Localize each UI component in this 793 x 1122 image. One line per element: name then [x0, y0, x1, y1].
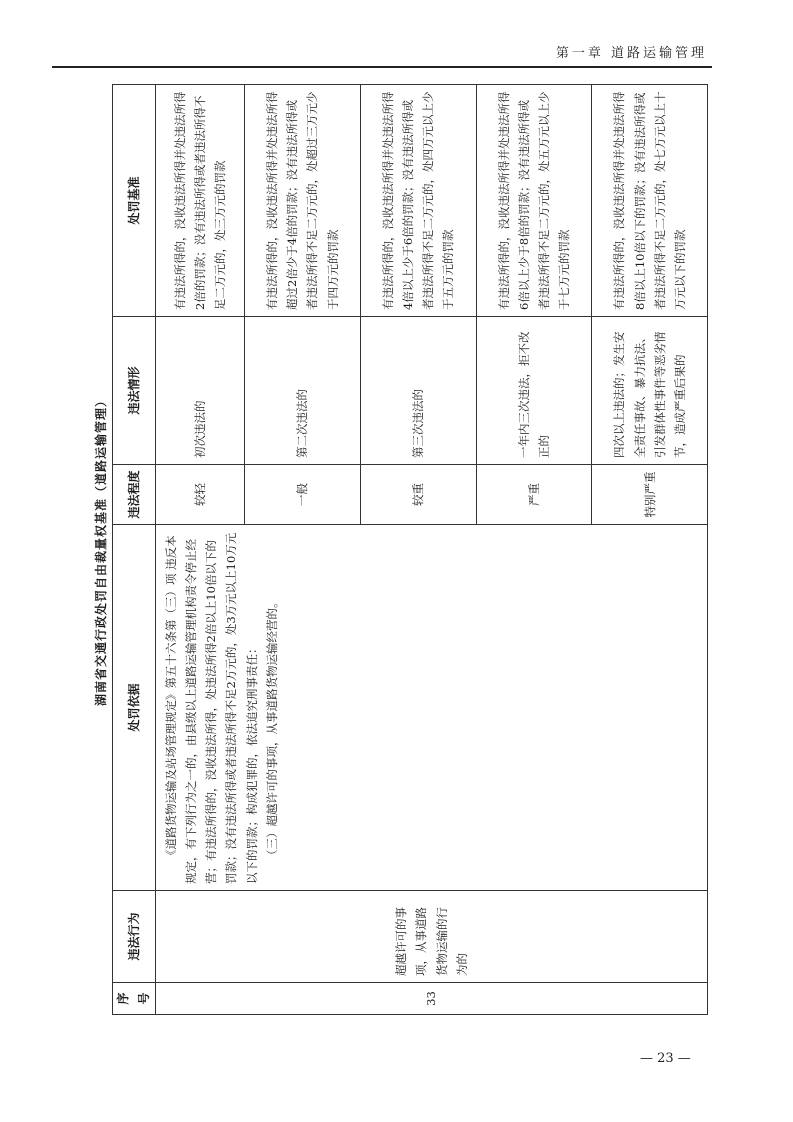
degree-cell: 较重 — [360, 465, 476, 525]
header-degree: 违法程度 — [113, 465, 156, 525]
header-rule — [52, 66, 712, 68]
page-number: — 23 — — [640, 1051, 691, 1066]
standard-cell: 有违法所得的，没收违法所得并处违法所得4倍以上少于6倍的罚款；没有违法所得或者违法所得不足二万元的，处四万元以上少于五万元的罚款 — [360, 85, 476, 317]
standard-cell: 有违法所得的，没收违法所得并处违法所得超过2倍少于4倍的罚款；没有违法所得或者违法所得不足二万元的，处超过三万元少于四万元的罚款 — [245, 85, 361, 317]
header-seq: 序号 — [113, 983, 156, 1015]
header-standard: 处罚基准 — [113, 85, 156, 317]
header-violation: 违法行为 — [113, 891, 156, 983]
circumstance-cell: 初次违法的 — [156, 317, 245, 465]
circumstance-cell: 第三次违法的 — [360, 317, 476, 465]
degree-cell: 严重 — [476, 465, 592, 525]
penalty-standard-table — [112, 84, 708, 1015]
degree-cell: 特别严重 — [592, 465, 708, 525]
violation-cell: 超越许可的事项，从事道路货物运输的行为的 — [156, 891, 708, 983]
basis-cell — [156, 525, 708, 891]
table-header-row — [113, 85, 156, 1015]
table-row — [156, 85, 245, 1015]
standard-cell: 有违法所得的，没收违法所得并处违法所得6倍以上少于8倍的罚款；没有违法所得或者违法所得不足二万元的，处五万元以上少于七万元的罚款 — [476, 85, 592, 317]
circumstance-cell: 四次以上违法的；发生安全责任事故、暴力抗法、引发群体性事件等恶劣情节，造成严重后果的 — [592, 317, 708, 465]
standard-cell: 有违法所得的，没收违法所得并处违法所得2倍的罚款；没有违法所得或者违法所得不足二万元的，处三万元的罚款 — [156, 85, 245, 317]
circumstance-cell: 第二次违法的 — [245, 317, 361, 465]
document-title: 湖南省交通行政处罚自由裁量权基准（道路运输管理） — [94, 394, 108, 707]
header-circumstance: 违法情形 — [113, 317, 156, 465]
circumstance-cell: 一年内三次违法，拒不改正的 — [476, 317, 592, 465]
degree-cell: 较轻 — [156, 465, 245, 525]
standard-cell: 有违法所得的，没收违法所得并处违法所得8倍以上10倍以下的罚款；没有违法所得或者违法所得不足二万元的，处七万元以上十万元以下的罚款 — [592, 85, 708, 317]
basis-paragraph: （三）超越许可的事项，从事道路货物运输经营的。 — [264, 596, 279, 861]
degree-cell: 一般 — [245, 465, 361, 525]
rotated-table-region — [90, 85, 708, 1015]
basis-paragraph: 《道路货物运输及站场管理规定》第五十六条第（三）项 违反本规定，有下列行为之一的，由县级以上道路运输管理机构责令停止经营；有违法所得的，没收违法所得，处违法所得2倍以上10倍以下的罚款；没有违法所得或者违法所得不足2万元的，处3万元以上10万元以下的罚款；构成犯罪的，依法追究刑事责任： — [164, 532, 259, 884]
seq-cell: 33 — [156, 983, 708, 1015]
header-basis: 处罚依据 — [113, 525, 156, 891]
running-head: 第一章 道路运输管理 — [555, 46, 707, 61]
